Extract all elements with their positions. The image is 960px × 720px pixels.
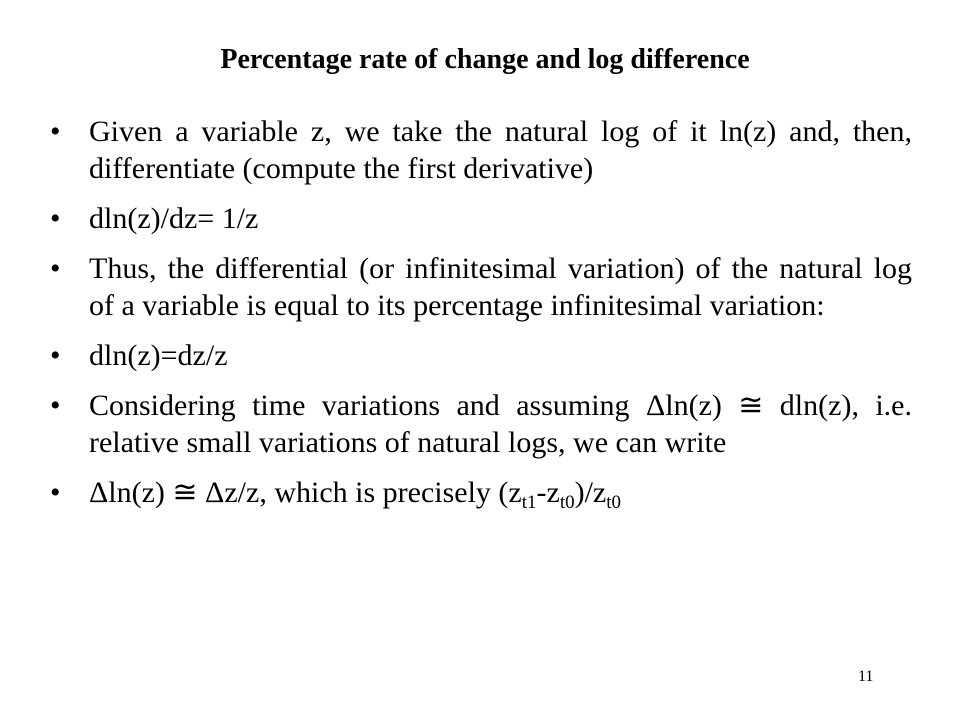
subscript-t1: t1 xyxy=(521,492,537,513)
formula-mid: -z xyxy=(536,476,560,509)
subscript-t0: t0 xyxy=(559,492,575,513)
page-number: 11 xyxy=(858,668,874,685)
formula-lead: Δln(z) ≅ Δz/z, which is precisely (z xyxy=(89,476,522,509)
subscript-t0-denominator: t0 xyxy=(606,492,622,513)
bullet-item xyxy=(50,387,912,461)
bullet-dot: • xyxy=(50,115,61,148)
bullet-item xyxy=(50,113,912,187)
bullet-text: Thus, the differential (or infinitesimal variation) of the natural log of a variable is equal to its percentage infinitesimal variation: xyxy=(89,252,912,322)
bullet-dot: • xyxy=(50,339,61,372)
bullet-text: dln(z)=dz/z xyxy=(89,339,228,372)
slide-title: Percentage rate of change and log difference xyxy=(220,44,750,75)
formula-text xyxy=(89,476,622,513)
bullet-text: dln(z)/dz= 1/z xyxy=(89,202,259,235)
bullet-list xyxy=(50,113,912,511)
bullet-dot: • xyxy=(50,202,61,235)
bullet-text: Considering time variations and assuming Δln(z) ≅ dln(z), i.e. relative small variations of natural logs, we can write xyxy=(89,389,912,459)
bullet-text: Given a variable z, we take the natural log of it ln(z) and, then, differentiate (compute the first derivative) xyxy=(89,115,912,185)
bullet-item xyxy=(50,474,912,511)
bullet-dot: • xyxy=(50,476,61,509)
bullet-item xyxy=(50,200,912,237)
bullet-dot: • xyxy=(50,252,61,285)
formula-close: )/z xyxy=(574,476,607,509)
bullet-item xyxy=(50,337,912,374)
bullet-dot: • xyxy=(50,389,61,422)
bullet-item xyxy=(50,250,912,324)
